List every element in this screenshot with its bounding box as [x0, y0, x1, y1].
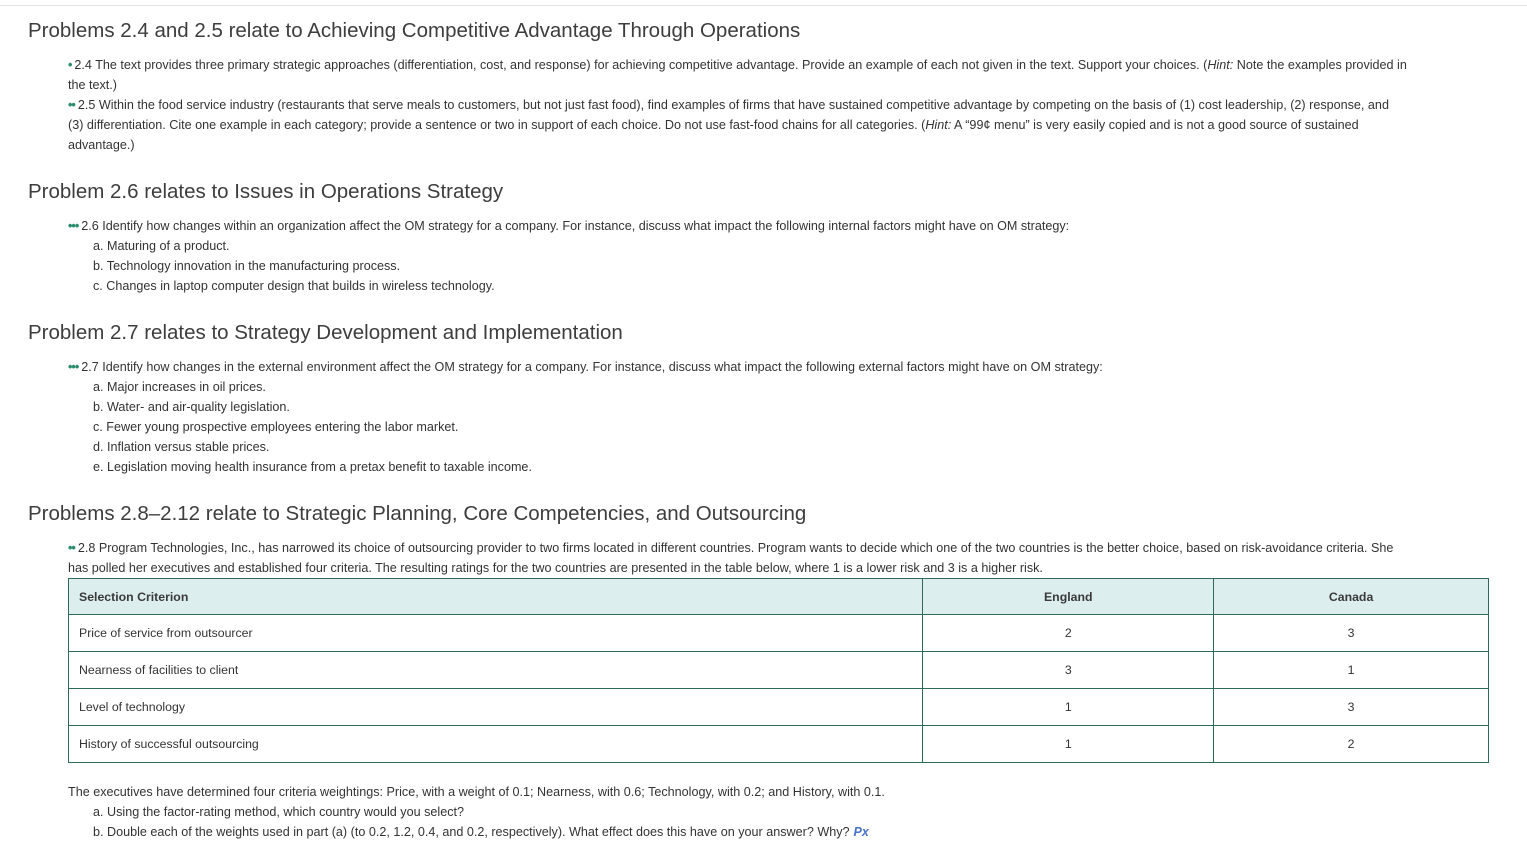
- canada-rating-cell: 3: [1214, 689, 1489, 726]
- hint-label: Hint:: [1207, 58, 1234, 72]
- problem-text: the text.): [68, 78, 117, 92]
- problem-text: has polled her executives and established four criteria. The resulting ratings for the two countries are presented in the table below, where 1 is a lower risk and 3 is a higher risk.: [68, 561, 1043, 575]
- difficulty-dots: •••: [68, 360, 79, 374]
- column-header-criterion: Selection Criterion: [69, 579, 923, 615]
- problem-text: 2.8 Program Technologies, Inc., has narrowed its choice of outsourcing provider to two firms located in different countries. Program wants to decide which one of the two countries is the better choice, based on risk-avoidance criteria. She: [77, 541, 1394, 555]
- hint-label: Hint:: [925, 118, 952, 132]
- list-item: e. Legislation moving health insurance from a pretax benefit to taxable income.: [93, 460, 532, 474]
- england-rating-cell: 3: [923, 652, 1214, 689]
- problem-text: 2.6 Identify how changes within an organization affect the OM strategy for a company. For instance, discuss what impact the following internal factors might have on OM strategy:: [81, 219, 1070, 233]
- px-icon[interactable]: Px: [853, 825, 869, 839]
- difficulty-dots: •••: [68, 219, 79, 233]
- england-rating-cell: 2: [923, 615, 1214, 652]
- risk-ratings-table: [68, 578, 1489, 763]
- canada-rating-cell: 2: [1214, 726, 1489, 763]
- problem-text: (3) differentiation. Cite one example in each category; provide a sentence or two in support of each choice. Do not use fast-food chains for all categories. (: [68, 118, 926, 132]
- list-item: a. Maturing of a product.: [93, 239, 230, 253]
- problem-2-6: [68, 216, 1490, 296]
- problem-text: 2.5 Within the food service industry (restaurants that serve meals to customers, but not just fast food), find examples of firms that have sustained competitive advantage by competing on the basis of (1) cost leadership, (2) response, and: [77, 98, 1389, 112]
- section-heading-2-7: Problem 2.7 relates to Strategy Development and Implementation: [28, 321, 623, 344]
- list-item: a. Using the factor-rating method, which country would you select?: [93, 805, 465, 819]
- problem-2-7: [68, 357, 1490, 477]
- problem-text: 2.4 The text provides three primary strategic approaches (differentiation, cost, and response) for achieving competitive advantage. Provide an example of each not given in the text. Support your choices. (: [74, 58, 1208, 72]
- list-item: b. Technology innovation in the manufacturing process.: [93, 259, 401, 273]
- problem-2-8-followup: [68, 782, 1490, 842]
- column-header-england: England: [923, 579, 1214, 615]
- table-header-row: [69, 579, 1489, 615]
- table-row: [69, 726, 1489, 763]
- england-rating-cell: 1: [923, 689, 1214, 726]
- problem-text: advantage.): [68, 138, 135, 152]
- section-heading-2-4-2-5: Problems 2.4 and 2.5 relate to Achieving Competitive Advantage Through Operations: [28, 19, 801, 42]
- criterion-cell: History of successful outsourcing: [69, 726, 923, 763]
- criterion-cell: Level of technology: [69, 689, 923, 726]
- table-row: [69, 615, 1489, 652]
- list-item: b. Water- and air-quality legislation.: [93, 400, 290, 414]
- column-header-canada: Canada: [1214, 579, 1489, 615]
- problem-text: Note the examples provided in: [1233, 58, 1407, 72]
- difficulty-dots: ••: [68, 98, 75, 112]
- criterion-cell: Nearness of facilities to client: [69, 652, 923, 689]
- section-heading-2-6: Problem 2.6 relates to Issues in Operations Strategy: [28, 180, 504, 203]
- difficulty-dots: ••: [68, 541, 75, 555]
- difficulty-dots: •: [68, 58, 72, 72]
- top-divider: [0, 5, 1527, 6]
- table-row: [69, 652, 1489, 689]
- problem-text: 2.7 Identify how changes in the external environment affect the OM strategy for a company. For instance, discuss what impact the following external factors might have on OM strategy:: [81, 360, 1103, 374]
- table-row: [69, 689, 1489, 726]
- section-heading-2-8-2-12: Problems 2.8–2.12 relate to Strategic Planning, Core Competencies, and Outsourcing: [28, 502, 807, 525]
- canada-rating-cell: 1: [1214, 652, 1489, 689]
- problem-text: The executives have determined four criteria weightings: Price, with a weight of 0.1; Nearness, with 0.6; Technology, with 0.2; and History, with 0.1.: [68, 785, 885, 799]
- problem-2-5: [68, 95, 1490, 155]
- problem-2-4: [68, 55, 1490, 95]
- canada-rating-cell: 3: [1214, 615, 1489, 652]
- criterion-cell: Price of service from outsourcer: [69, 615, 923, 652]
- list-item: c. Changes in laptop computer design that builds in wireless technology.: [93, 279, 495, 293]
- problem-2-8: [68, 538, 1490, 578]
- list-item: d. Inflation versus stable prices.: [93, 440, 270, 454]
- problem-text: A “99¢ menu” is very easily copied and is not a good source of sustained: [951, 118, 1359, 132]
- list-item: a. Major increases in oil prices.: [93, 380, 266, 394]
- list-item: b. Double each of the weights used in part (a) (to 0.2, 1.2, 0.4, and 0.2, respectively). What effect does this have on your answer? Why?: [93, 825, 850, 839]
- england-rating-cell: 1: [923, 726, 1214, 763]
- list-item: c. Fewer young prospective employees entering the labor market.: [93, 420, 459, 434]
